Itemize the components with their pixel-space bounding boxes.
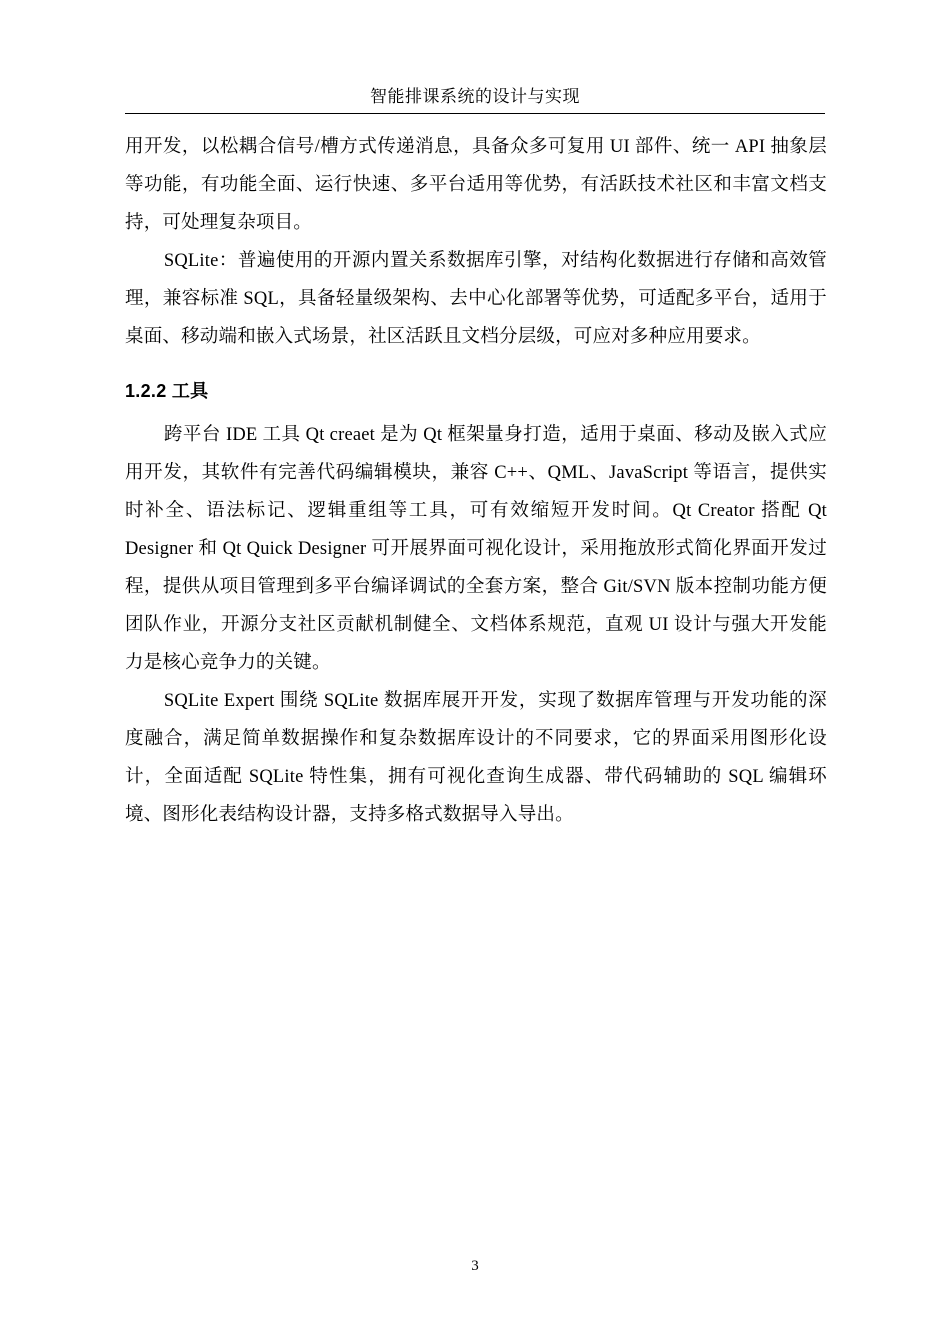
page-body	[125, 128, 827, 834]
paragraph-sqlite: SQLite：普遍使用的开源内置关系数据库引擎，对结构化数据进行存储和高效管理，兼容标准 SQL，具备轻量级架构、去中心化部署等优势，可适配多平台，适用于桌面、移动端和嵌入式场景，社区活跃且文档分层级，可应对多种应用要求。	[125, 251, 827, 347]
running-header: 智能排课系统的设计与实现	[370, 87, 580, 106]
section-heading-1-2-2: 1.2.2 工具	[125, 381, 209, 401]
header-divider	[125, 113, 825, 114]
paragraph-qt-continued: 用开发，以松耦合信号/槽方式传递消息，具备众多可复用 UI 部件、统一 API 抽象层等功能，有功能全面、运行快速、多平台适用等优势，有活跃技术社区和丰富文档支持，可处理复杂项目。	[125, 137, 827, 233]
paragraph-sqlite-expert: SQLite Expert 围绕 SQLite 数据库展开开发，实现了数据库管理与开发功能的深度融合，满足简单数据操作和复杂数据库设计的不同要求，它的界面采用图形化设计，全面适配 SQLite 特性集，拥有可视化查询生成器、带代码辅助的 SQL 编辑环境、图形化表结构设计器，支持多格式数据导入导出。	[125, 691, 827, 825]
paragraph-qt-creator: 跨平台 IDE 工具 Qt creaet 是为 Qt 框架量身打造，适用于桌面、移动及嵌入式应用开发，其软件有完善代码编辑模块，兼容 C++、QML、JavaScript 等语言，提供实时补全、语法标记、逻辑重组等工具，可有效缩短开发时间。Qt Creator 搭配 Qt Designer 和 Qt Quick Designer 可开展界面可视化设计，采用拖放形式简化界面开发过程，提供从项目管理到多平台编译调试的全套方案，整合 Git/SVN 版本控制功能方便团队作业，开源分支社区贡献机制健全、文档体系规范，直观 UI 设计与强大开发能力是核心竞争力的关键。	[125, 425, 827, 673]
page-number: 3	[471, 1258, 479, 1274]
